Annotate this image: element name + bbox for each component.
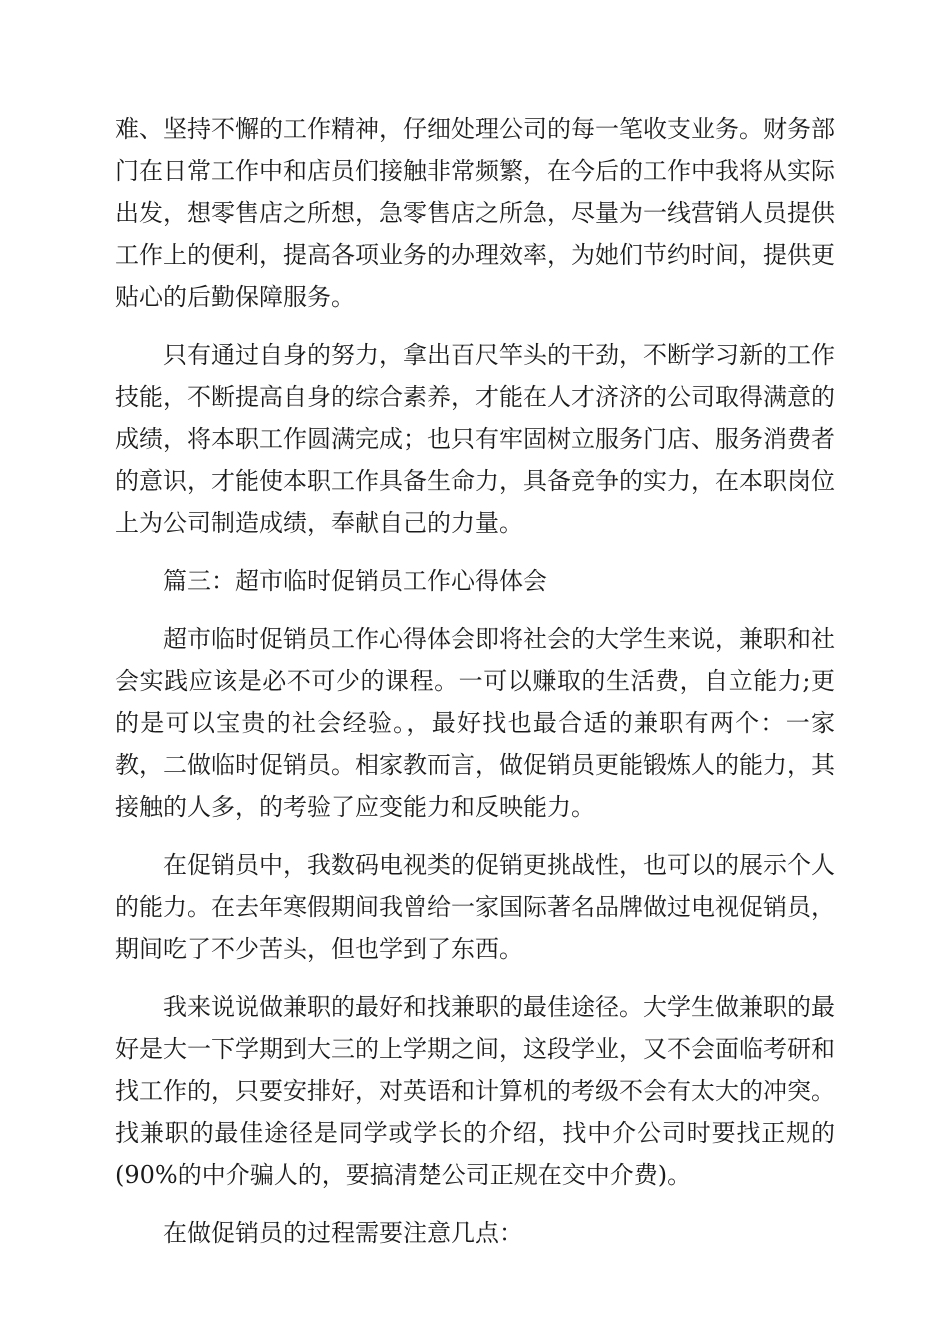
paragraph: 只有通过自身的努力，拿出百尺竿头的干劲，不断学习新的工作技能，不断提高自身的综合素养，才能在人才济济的公司取得满意的成绩，将本职工作圆满完成；也只有牢固树立服务门店、服务消费者的意识，才能使本职工作具备生命力，具备竞争的实力，在本职岗位上为公司制造成绩，奉献自己的力量。	[115, 341, 835, 537]
paragraph: 我来说说做兼职的最好和找兼职的最佳途径。大学生做兼职的最好是大一下学期到大三的上学期之间，这段学业，又不会面临考研和找工作的，只要安排好，对英语和计算机的考级不会有太大的冲突。找兼职的最佳途径是同学或学长的介绍，找中介公司时要找正规的(90%的中介骗人的，要搞清楚公司正规在交中介费)。	[115, 993, 835, 1189]
paragraph: 在促销员中，我数码电视类的促销更挑战性，也可以的展示个人的能力。在去年寒假期间我曾给一家国际著名品牌做过电视促销员，期间吃了不少苦头，但也学到了东西。	[115, 851, 835, 963]
paragraph: 超市临时促销员工作心得体会即将社会的大学生来说，兼职和社会实践应该是必不可少的课程。一可以赚取的生活费，自立能力;更的是可以宝贵的社会经验。，最好找也最合适的兼职有两个：一家教，二做临时促销员。相家教而言，做促销员更能锻炼人的能力，其接触的人多，的考验了应变能力和反映能力。	[115, 625, 835, 821]
paragraph: 在做促销员的过程需要注意几点：	[163, 1219, 523, 1247]
document-page	[115, 108, 835, 1270]
section-heading: 篇三：超市临时促销员工作心得体会	[163, 567, 547, 595]
paragraph-continued: 难、坚持不懈的工作精神，仔细处理公司的每一笔收支业务。财务部门在日常工作中和店员们接触非常频繁，在今后的工作中我将从实际出发，想零售店之所想，急零售店之所急，尽量为一线营销人员提供工作上的便利，提高各项业务的办理效率，为她们节约时间，提供更贴心的后勤保障服务。	[115, 115, 835, 311]
